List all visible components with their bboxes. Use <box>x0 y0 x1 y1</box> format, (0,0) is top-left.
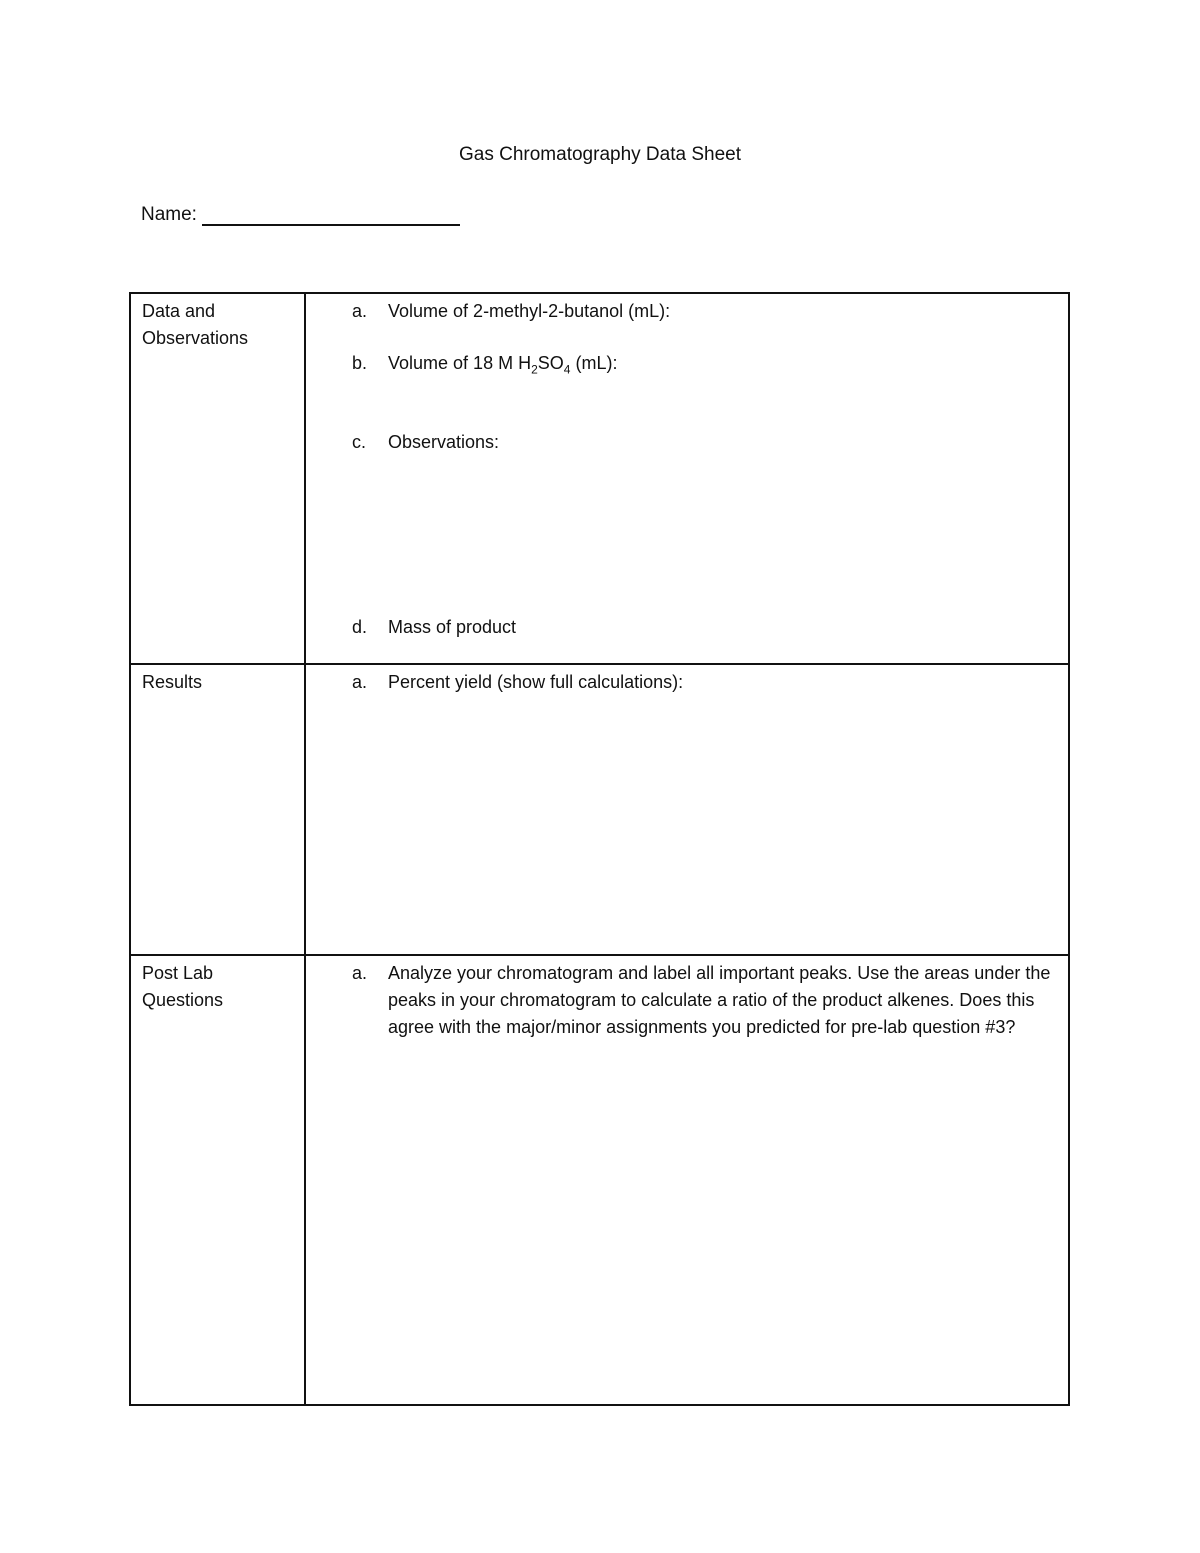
table-row-post-lab <box>130 955 1069 1405</box>
name-field-row <box>141 204 460 226</box>
data-sheet-table <box>129 292 1070 1406</box>
item-marker: d. <box>352 617 368 637</box>
item-text <box>388 350 1054 377</box>
row-content-results[interactable] <box>305 664 1069 955</box>
list-item-percent-yield <box>352 669 1054 696</box>
name-label: Name: <box>141 204 197 225</box>
table-row-results <box>130 664 1069 955</box>
item-text: Percent yield (show full calculations): <box>388 672 684 692</box>
page-title: Gas Chromatography Data Sheet <box>459 144 741 165</box>
subscript: 2 <box>531 362 538 377</box>
item-text-part: Volume of 18 M H <box>388 353 532 373</box>
item-text-part: SO <box>537 353 564 373</box>
row-label-data-observations: Data and Observations <box>130 293 305 664</box>
list-item-mass-product <box>352 614 1054 641</box>
row-content-data-observations[interactable] <box>305 293 1069 664</box>
list-item-volume-h2so4 <box>352 350 1054 377</box>
row-content-post-lab[interactable] <box>305 955 1069 1405</box>
item-marker: a. <box>352 672 368 692</box>
item-text-part: (mL): <box>570 353 618 373</box>
item-marker: b. <box>352 353 368 373</box>
item-marker: c. <box>352 432 367 452</box>
list-item-volume-butanol <box>352 298 1054 325</box>
item-text: Analyze your chromatogram and label all important peaks. Use the areas under the peaks in your chromatogram to calculate a ratio of the product alkenes. Does this agree with the major/minor assignments you predicted for pre-lab question #3? <box>388 963 1051 1037</box>
item-text: Volume of 2-methyl-2-butanol (mL): <box>388 301 671 321</box>
row-label-post-lab: Post Lab Questions <box>130 955 305 1405</box>
list-item-analyze-chromatogram <box>352 960 1054 1041</box>
row-label-results: Results <box>130 664 305 955</box>
name-blank-line[interactable] <box>202 204 460 226</box>
item-text: Observations: <box>388 432 500 452</box>
subscript: 4 <box>563 362 571 377</box>
item-marker: a. <box>352 963 368 983</box>
list-item-observations <box>352 429 1054 456</box>
item-marker: a. <box>352 301 368 321</box>
table-row-data-observations <box>130 293 1069 664</box>
item-text: Mass of product <box>388 617 517 637</box>
